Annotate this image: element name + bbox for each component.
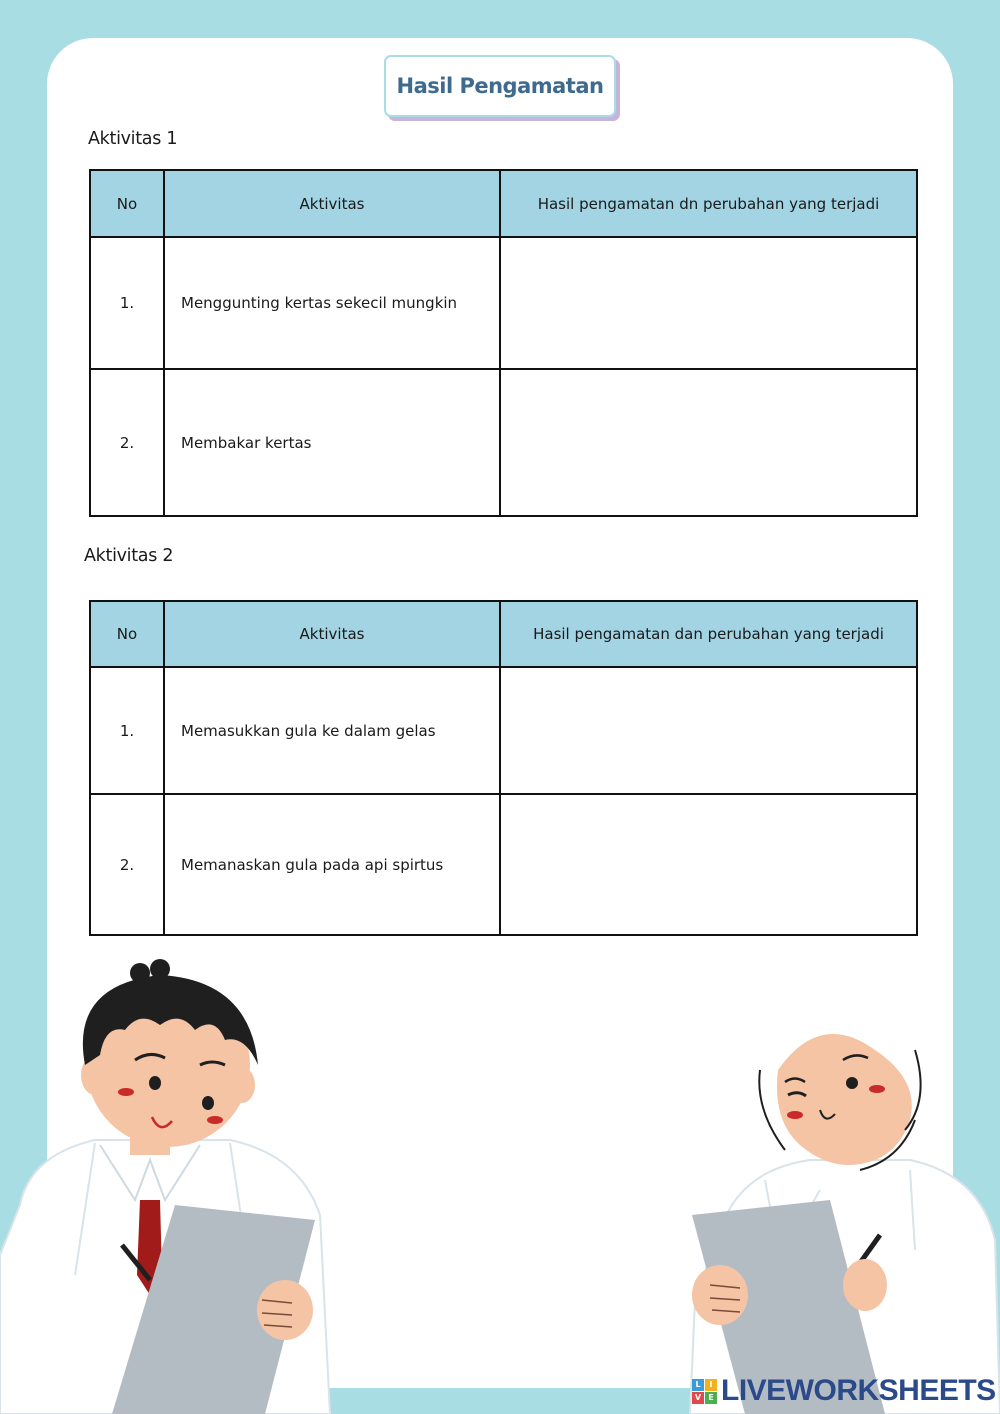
liveworksheets-watermark	[692, 1373, 996, 1409]
result-answer-cell[interactable]	[500, 369, 917, 516]
section-1-label: Aktivitas 1	[88, 129, 178, 149]
table-header-row	[90, 601, 917, 667]
table-row	[90, 794, 917, 935]
section-2-label: Aktivitas 2	[84, 546, 174, 566]
header-result: Hasil pengamatan dan perubahan yang terjadi	[500, 601, 917, 667]
header-result: Hasil pengamatan dn perubahan yang terjadi	[500, 170, 917, 237]
result-answer-cell[interactable]	[500, 667, 917, 794]
row-activity: Memanaskan gula pada api spirtus	[164, 794, 500, 935]
table-row	[90, 667, 917, 794]
header-activity: Aktivitas	[164, 601, 500, 667]
row-activity: Menggunting kertas sekecil mungkin	[164, 237, 500, 369]
row-activity: Membakar kertas	[164, 369, 500, 516]
page-title: Hasil Pengamatan	[384, 55, 616, 117]
table-row	[90, 369, 917, 516]
row-number: 1.	[90, 667, 164, 794]
row-number: 2.	[90, 369, 164, 516]
header-no: No	[90, 601, 164, 667]
table-header-row	[90, 170, 917, 237]
row-number: 2.	[90, 794, 164, 935]
header-activity: Aktivitas	[164, 170, 500, 237]
row-number: 1.	[90, 237, 164, 369]
result-answer-cell[interactable]	[500, 794, 917, 935]
table-row	[90, 237, 917, 369]
girl-student-illustration	[660, 1010, 1000, 1414]
liveworksheets-logo-icon: L I V E	[692, 1379, 717, 1404]
result-answer-cell[interactable]	[500, 237, 917, 369]
row-activity: Memasukkan gula ke dalam gelas	[164, 667, 500, 794]
boy-student-illustration	[0, 955, 340, 1414]
observation-table-2	[89, 600, 918, 936]
header-no: No	[90, 170, 164, 237]
observation-table-1	[89, 169, 918, 517]
watermark-text: LIVEWORKSHEETS	[721, 1374, 996, 1407]
